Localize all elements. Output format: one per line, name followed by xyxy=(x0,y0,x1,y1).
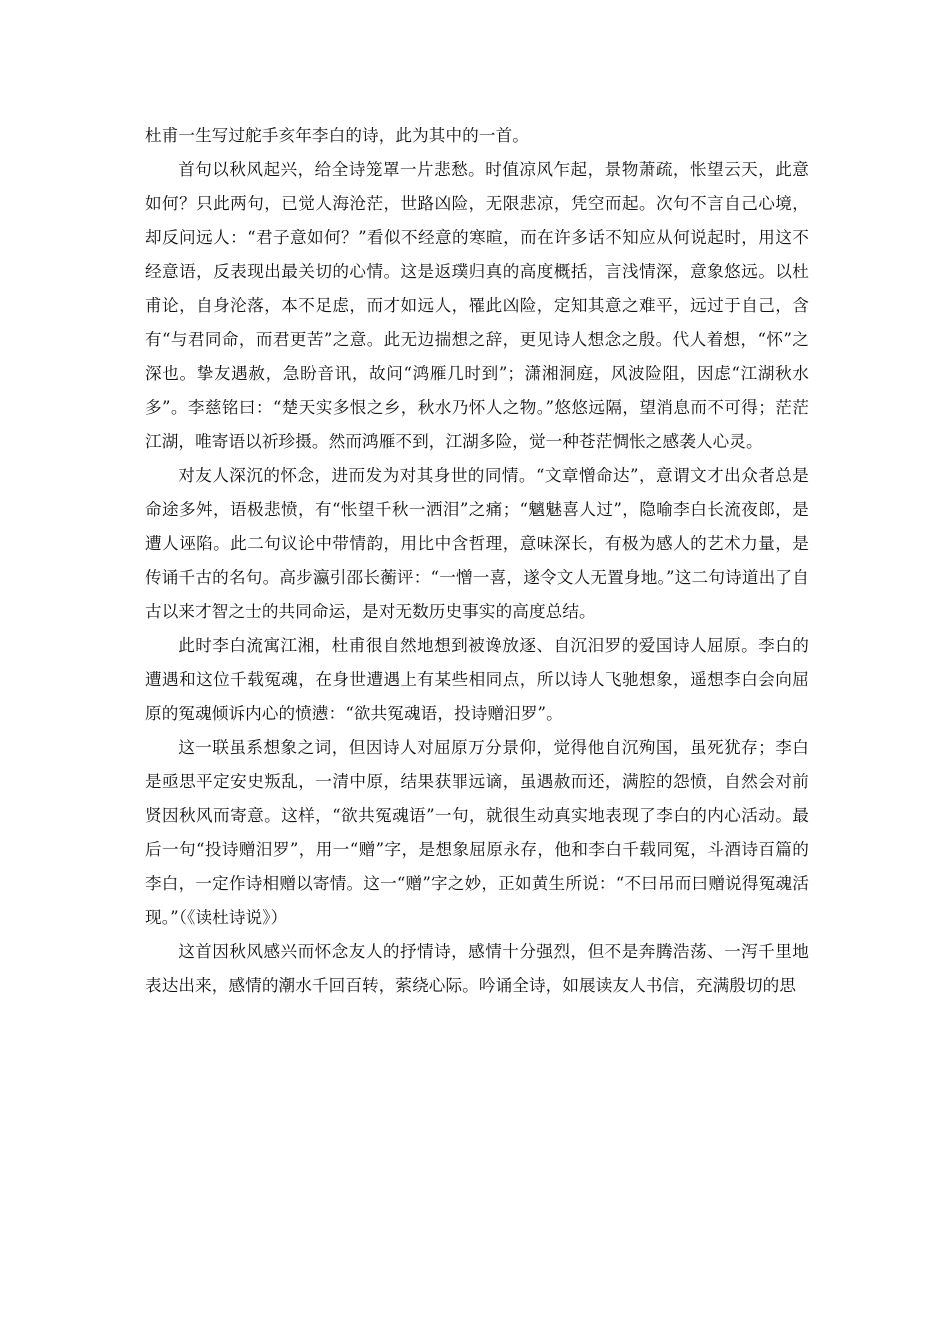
paragraph-sympathy: 对友人深沉的怀念，进而发为对其身世的同情。“文章憎命达”，意谓文才出众者总是命途多舛，语极悲愤，有“怅望千秋一洒泪”之痛；“魑魅喜人过”，隐喻李白长流夜郎，是遭人诬陷。此二句议论中带情韵，用比中含哲理，意味深长，有极为感人的艺术力量，是传诵千古的名句。高步瀛引邵长蘅评：“一憎一喜，遂令文人无置身地。”这二句诗道出了自古以来才智之士的共同命运，是对无数历史事实的高度总结。 xyxy=(145,466,809,621)
document-body xyxy=(145,119,809,1003)
paragraph-autumn-wind: 首句以秋风起兴，给全诗笼罩一片悲愁。时值凉风乍起，景物萧疏，怅望云天，此意如何？只此两句，已觉人海沧茫，世路凶险，无限悲凉，凭空而起。次句不言自己心境，却反问远人：“君子意如何？”看似不经意的寒暄，而在许多话不知应从何说起时，用这不经意语，反表现出最关切的心情。这是返璞归真的高度概括，言浅情深，意象悠远。以杜甫论，自身沦落，本不足虑，而才如远人，罹此凶险，定知其意之难平，远过于自己，含有“与君同命，而君更苦”之意。此无边揣想之辞，更见诗人想念之殷。代人着想，“怀”之深也。挚友遇赦，急盼音讯，故问“鸿雁几时到”；潇湘洞庭，风波险阻，因虑“江湖秋水多”。李慈铭曰：“楚天实多恨之乡，秋水乃怀人之物。”悠悠远隔，望消息而不可得；茫茫江湖，唯寄语以祈珍摄。然而鸿雁不到，江湖多险，觉一种苍茫惆怅之感袭人心灵。 xyxy=(145,160,809,451)
paragraph-conclusion: 这首因秋风感兴而怀念友人的抒情诗，感情十分强烈，但不是奔腾浩荡、一泻千里地表达出来，感情的潮水千回百转，萦绕心际。吟诵全诗，如展读友人书信，充满殷切的思 xyxy=(145,942,809,995)
paragraph-qu-yuan: 此时李白流寓江湘，杜甫很自然地想到被谗放逐、自沉汨罗的爱国诗人屈原。李白的遭遇和这位千载冤魂，在身世遭遇上有某些相同点，所以诗人飞驰想象，遥想李白会向屈原的冤魂倾诉内心的愤懑：“欲共冤魂语，投诗赠汨罗”。 xyxy=(145,636,809,723)
paragraph-intro: 杜甫一生写过舵手亥年李白的诗，此为其中的一首。 xyxy=(145,126,529,145)
paragraph-imagination: 这一联虽系想象之词，但因诗人对屈原万分景仰，觉得他自沉殉国，虽死犹存；李白是亟思平定安史叛乱，一清中原，结果获罪远谪，虽遇赦而还，满腔的怨愤，自然会对前贤因秋风而寄意。这样，“欲共冤魂语”一句，就很生动真实地表现了李白的内心活动。最后一句“投诗赠汨罗”，用一“赠”字，是想象屈原永存，他和李白千载同冤，斗酒诗百篇的李白，一定作诗相赠以寄情。这一“赠”字之妙，正如黄生所说：“不曰吊而曰赠说得冤魂活现。”（《读杜诗说》） xyxy=(145,738,809,927)
